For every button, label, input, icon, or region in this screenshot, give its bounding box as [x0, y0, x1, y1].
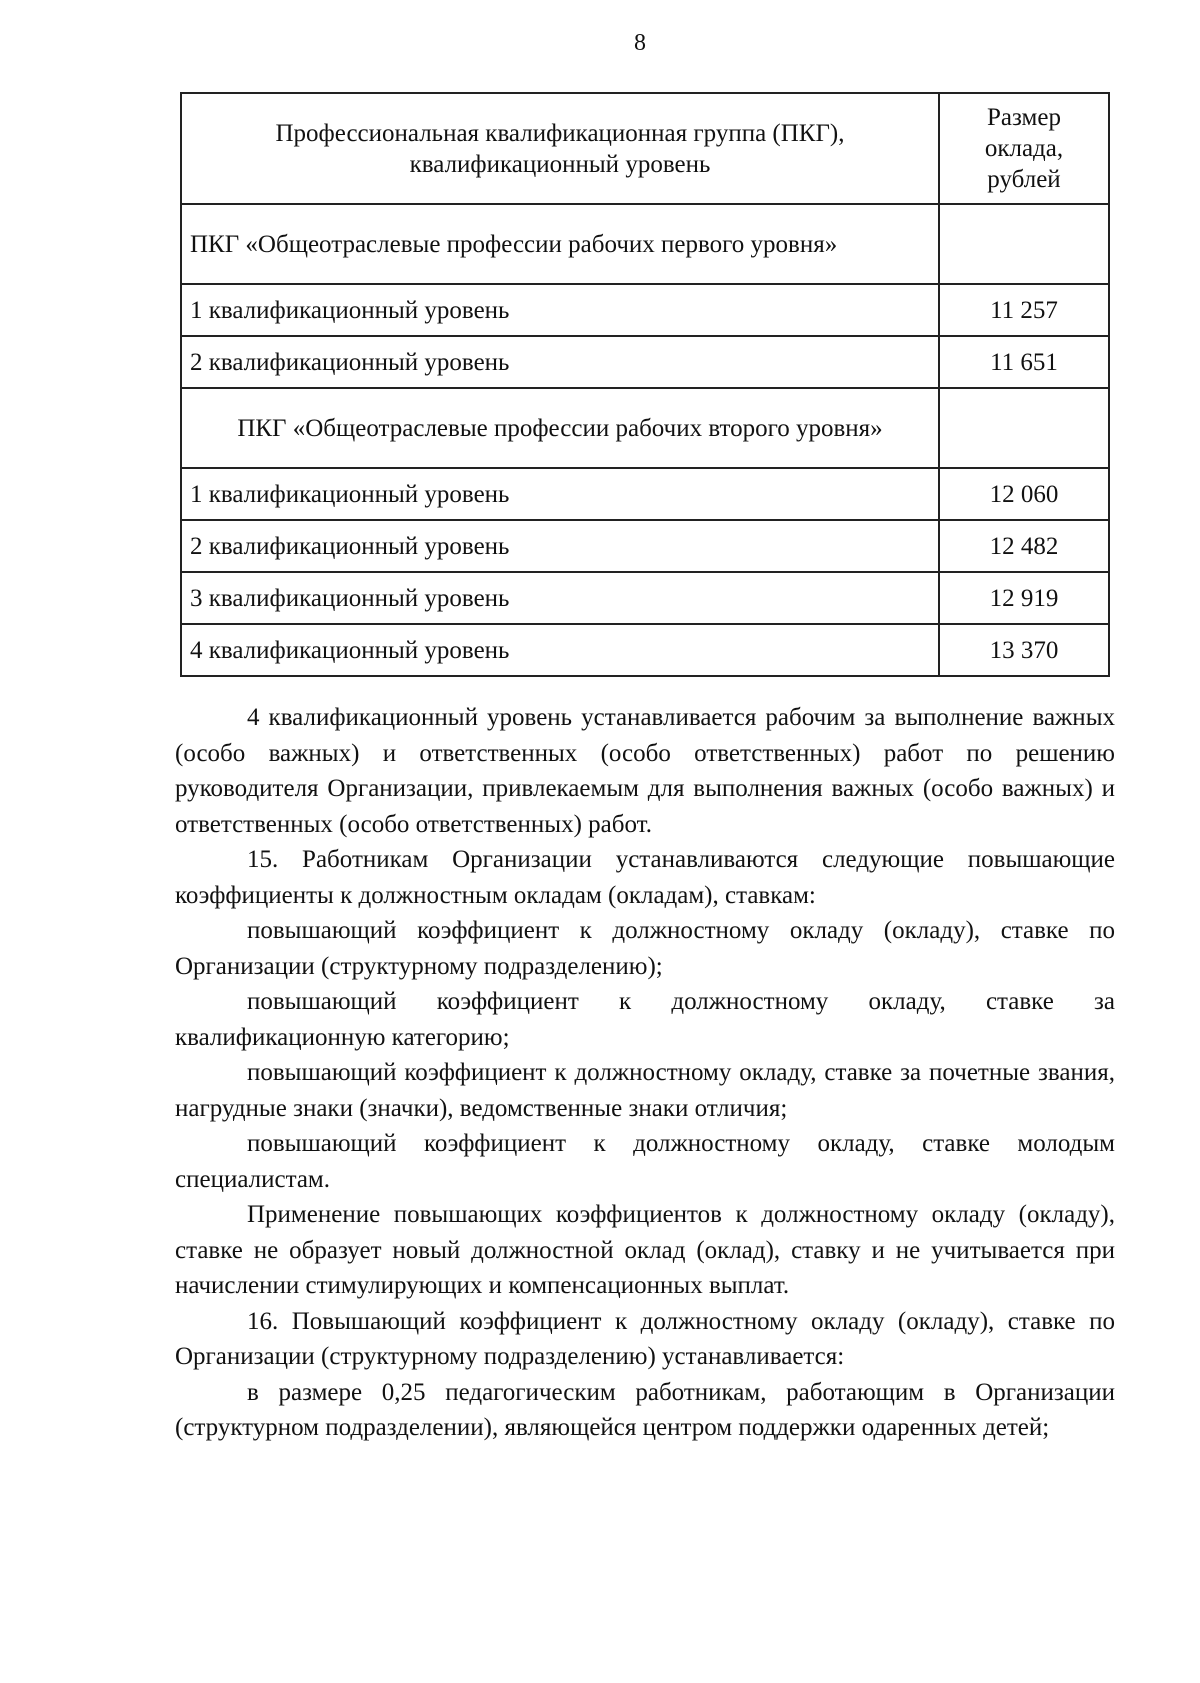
table-header-row — [181, 93, 1109, 204]
table-group-row — [181, 388, 1109, 468]
group-salary-empty — [939, 388, 1109, 468]
table-row — [181, 520, 1109, 572]
salary-value: 12 919 — [939, 572, 1109, 624]
level-name: 4 квалификационный уровень — [181, 624, 939, 676]
paragraph: повышающий коэффициент к должностному окладу, ставке за почетные звания, нагрудные знаки (значки), ведомственные знаки отличия; — [175, 1059, 1115, 1122]
header-salary: Размер оклада, рублей — [939, 93, 1109, 204]
salary-value: 12 482 — [939, 520, 1109, 572]
level-name: 3 квалификационный уровень — [181, 572, 939, 624]
level-name: 1 квалификационный уровень — [181, 284, 939, 336]
table-row — [181, 336, 1109, 388]
paragraph: повышающий коэффициент к должностному окладу (окладу), ставке по Организации (структурному подразделению); — [175, 917, 1115, 980]
paragraph: повышающий коэффициент к должностному окладу, ставке за квалификационную категорию; — [175, 988, 1115, 1051]
table-row — [181, 572, 1109, 624]
body-text — [175, 700, 1115, 1446]
table-row — [181, 284, 1109, 336]
header-group: Профессиональная квалификационная группа (ПКГ), квалификационный уровень — [181, 93, 939, 204]
paragraph: 4 квалификационный уровень устанавливается рабочим за выполнение важных (особо важных) и ответственных (особо ответственных) работ по решению руководителя Организации, привлекаемым для выполнения важных (особо важных) и ответственных (особо ответственных) работ. — [175, 704, 1115, 838]
salary-value: 11 257 — [939, 284, 1109, 336]
paragraph: 15. Работникам Организации устанавливаются следующие повышающие коэффициенты к должностным окладам (окладам), ставкам: — [175, 846, 1115, 909]
paragraph: повышающий коэффициент к должностному окладу, ставке молодым специалистам. — [175, 1130, 1115, 1193]
group-salary-empty — [939, 204, 1109, 284]
level-name: 2 квалификационный уровень — [181, 520, 939, 572]
table-group-row — [181, 204, 1109, 284]
paragraph: в размере 0,25 педагогическим работникам, работающим в Организации (структурном подразделении), являющейся центром поддержки одаренных детей; — [175, 1378, 1115, 1441]
salary-value: 13 370 — [939, 624, 1109, 676]
page-number: 8 — [634, 30, 646, 56]
table-row — [181, 468, 1109, 520]
salary-value: 11 651 — [939, 336, 1109, 388]
paragraph: 16. Повышающий коэффициент к должностному окладу (окладу), ставке по Организации (структурному подразделению) устанавливается: — [175, 1307, 1115, 1370]
group-title: ПКГ «Общеотраслевые профессии рабочих второго уровня» — [181, 388, 939, 468]
salary-value: 12 060 — [939, 468, 1109, 520]
salary-table — [180, 92, 1110, 677]
level-name: 2 квалификационный уровень — [181, 336, 939, 388]
table-row — [181, 624, 1109, 676]
level-name: 1 квалификационный уровень — [181, 468, 939, 520]
group-title: ПКГ «Общеотраслевые профессии рабочих первого уровня» — [181, 204, 939, 284]
paragraph: Применение повышающих коэффициентов к должностному окладу (окладу), ставке не образует новый должностной оклад (оклад), ставку и не учитывается при начислении стимулирующих и компенсационных выплат. — [175, 1201, 1115, 1299]
